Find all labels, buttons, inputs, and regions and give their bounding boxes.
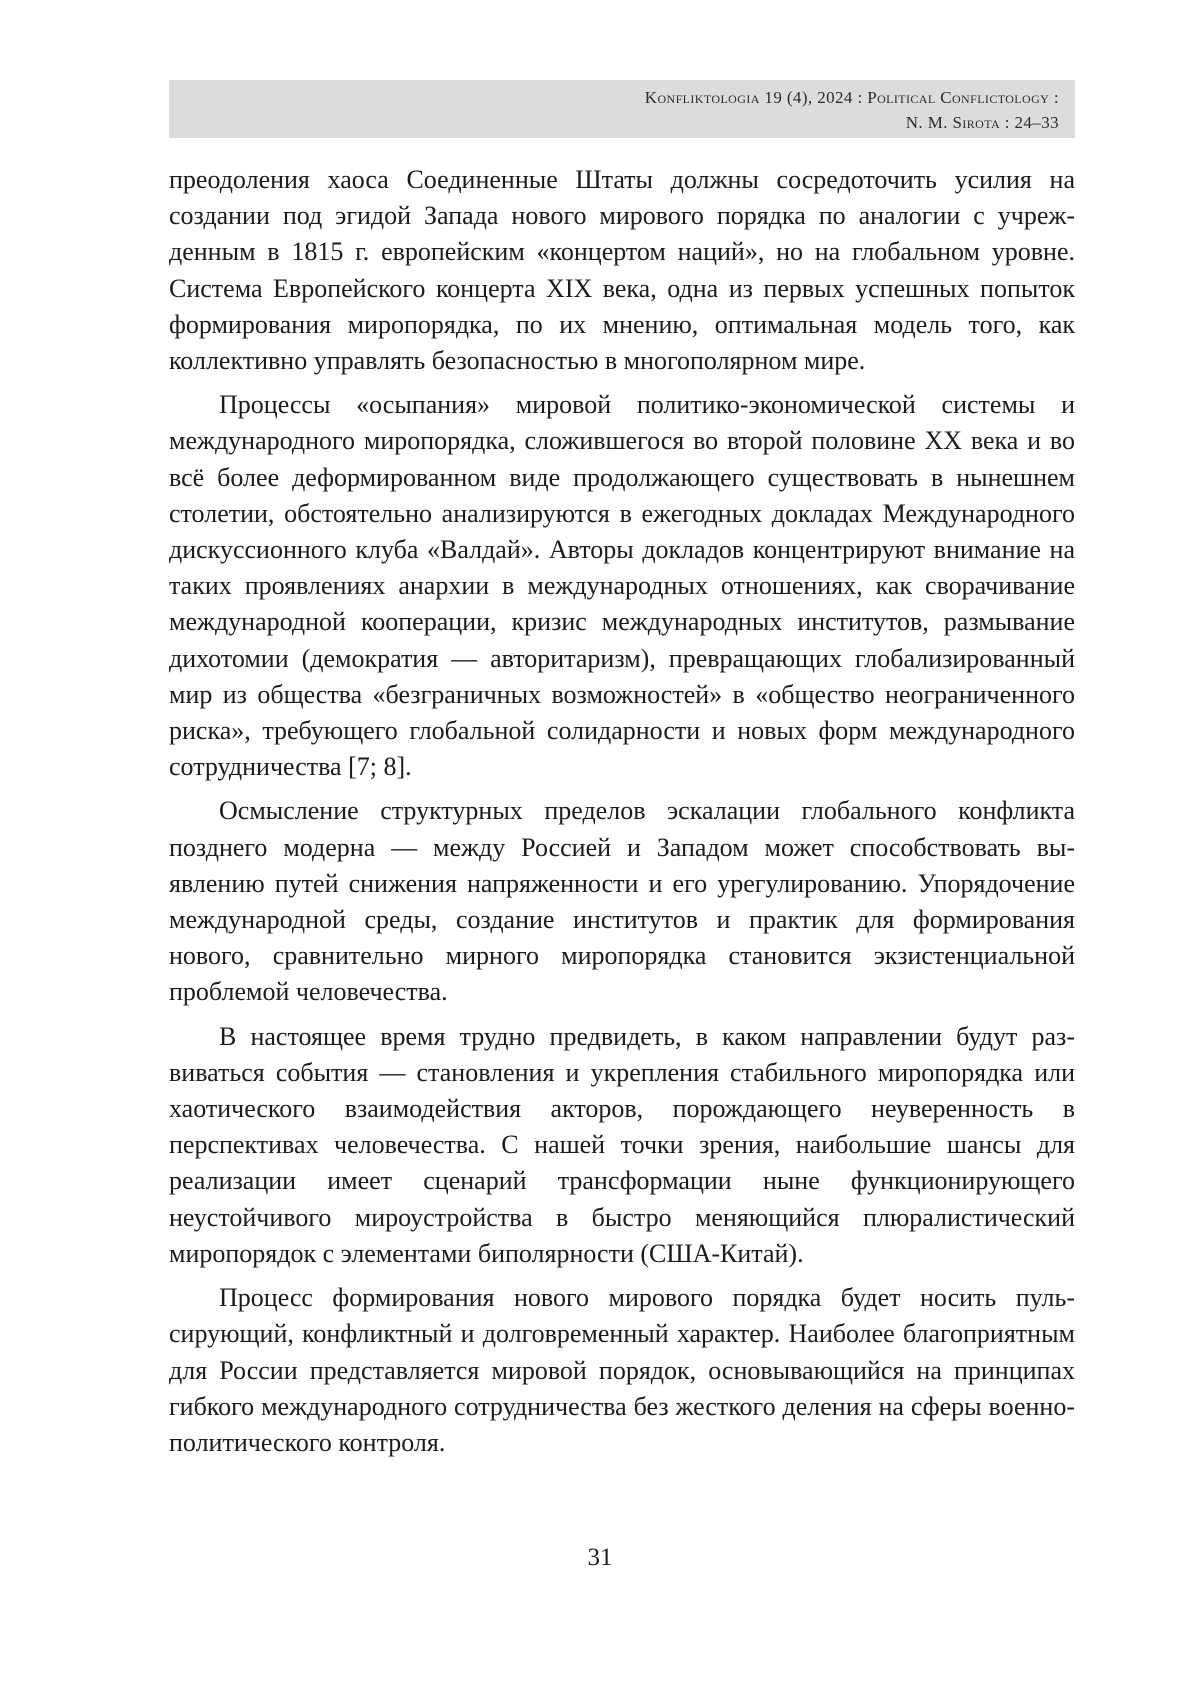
paragraph-continuation: преодоления хаоса Соединенные Штаты должны сосредоточить усилия на создании под эгидой Запада нового мирового порядка по аналогии с учреж­денным в 1815 г. европейским «концертом наций», но на глобальном уровне. Система Европейского концерта XIX века, одна из первых успешных попы­ток формирования миропорядка, по их мнению, оптимальная модель того, как коллективно управлять безопасностью в многополярном мире. bbox=[169, 162, 1075, 379]
paragraph-new-order: Процесс формирования нового мирового порядка будет носить пуль­сирующий, конфликтный и долговременный характер. Наиболее благо­приятным для России представляется мировой порядок, основывающийся на принципах гибкого международного сотрудничества без жесткого деле­ния на сферы военно-политического контроля. bbox=[169, 1280, 1075, 1461]
running-header-journal: Konfliktologia 19 (4), 2024 : Political Conflictology : bbox=[169, 85, 1059, 110]
page-number: 31 bbox=[0, 1543, 1200, 1573]
running-header-author: N. M. Sirota : 24–33 bbox=[169, 110, 1059, 135]
running-header bbox=[169, 80, 1075, 138]
paragraph-escalation-limits: Осмысление структурных пределов эскалации глобального конфликта позднего модерна — между Россией и Западом может способствовать вы­явлению путей снижения напряженности и его урегулированию. Упорядо­чение международной среды, создание институтов и практик для форми­рования нового, сравнительно мирного миропорядка становится экзистен­циальной проблемой человечества. bbox=[169, 793, 1075, 1010]
article-body bbox=[169, 162, 1075, 1469]
paragraph-valdai: Процессы «осыпания» мировой политико-экономической систе­мы и международного миропорядка, сложившегося во второй половине XX века и во всё более деформированном виде продолжающего суще­ствовать в нынешнем столетии, обстоятельно анализируются в ежегодных докладах Международного дискуссионного клуба «Валдай». Авторы до­кладов концентрируют внимание на таких проявлениях анархии в меж­дународных отношениях, как сворачивание международной кооперации, кризис международных институтов, размывание дихотомии (демокра­тия — авторитаризм), превращающих глобализированный мир из обще­ства «безграничных возможностей» в «общество неограниченного риска», требующего глобальной солидарности и новых форм международного сотрудничества [7; 8]. bbox=[169, 387, 1075, 785]
paragraph-forecast: В настоящее время трудно предвидеть, в каком направлении будут раз­виваться события — становления и укрепления стабильного миропорядка или хаотического взаимодействия акторов, порождающего неуверенность в перспективах человечества. С нашей точки зрения, наибольшие шансы для реализации имеет сценарий трансформации ныне функционирующего неустойчивого мироустройства в быстро меняющийся плюралистический миропорядок с элементами биполярности (США-Китай). bbox=[169, 1019, 1075, 1272]
